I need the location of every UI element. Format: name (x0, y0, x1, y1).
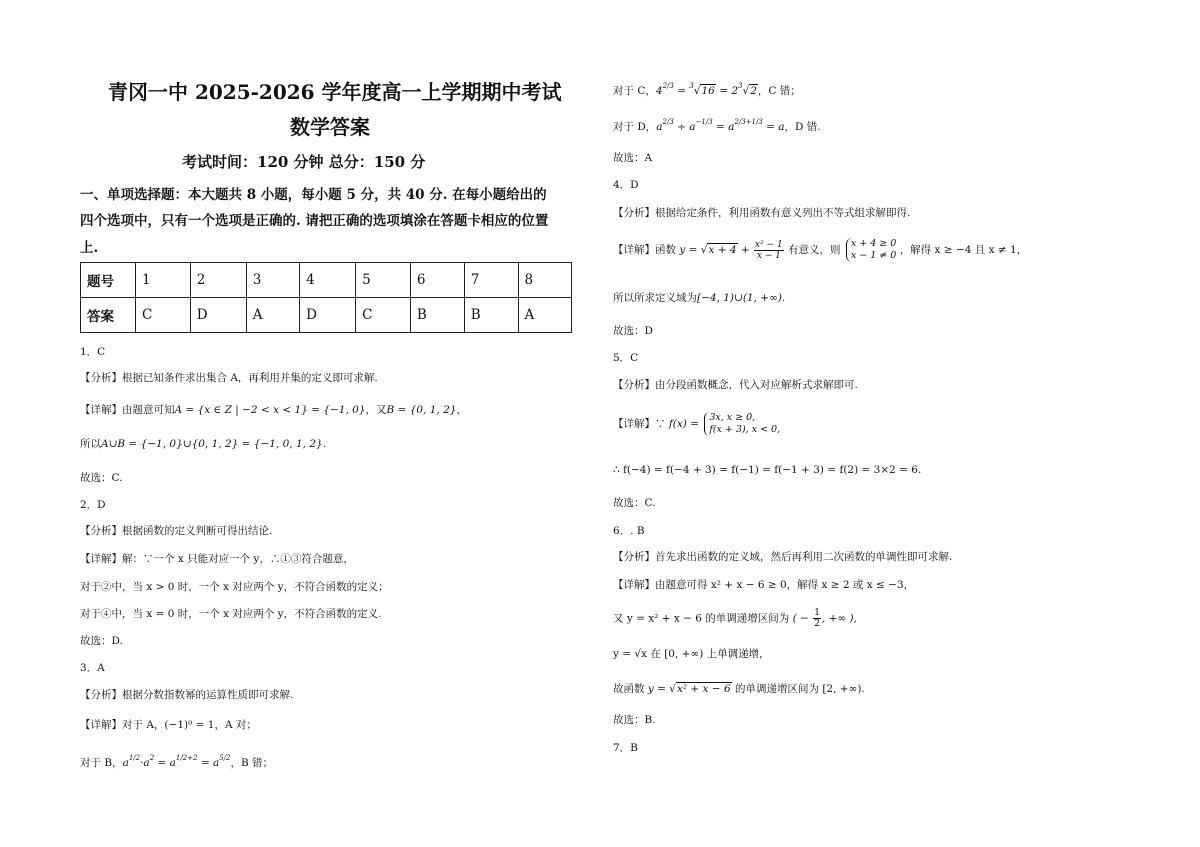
q3-c-suffix: ，C 错； (757, 85, 801, 97)
page-subtitle: 数学答案 (290, 115, 370, 139)
q3-conclusion: 故选：A (613, 152, 653, 164)
q4-detail-text: 【详解】函数 (613, 244, 676, 256)
q5-piecewise (704, 412, 780, 436)
page-title: 青冈一中 2025-2026 学年度高一上学期期中考试 (108, 80, 562, 104)
q4-inequality-system: x + 4 ≥ 0 x − 1 ≠ 0 (846, 238, 896, 262)
q3-number: 3．A (80, 662, 105, 674)
q6-result-function: y = √x² + x − 6 (647, 683, 731, 695)
table-number-cell: 1 (136, 263, 191, 298)
q6-result-text: 故函数 (613, 683, 645, 695)
q3-d-suffix: ，D 错. (784, 121, 821, 133)
table-answer-cell: A (518, 298, 572, 333)
q6-interval-math: ( − (792, 612, 813, 625)
table-number-cell: 4 (300, 263, 356, 298)
answer-table-answer-row (81, 298, 572, 333)
q6-interval-text: 又 y = x² + x − 6 的单调递增区间为 (613, 612, 790, 625)
q4-domain-end: . (781, 292, 786, 304)
q3-b-formula: $a^{1/2}\cdot a^2 = a^{1/2+2} = a^{5/2}$ (122, 754, 231, 769)
table-number-cell: 8 (518, 263, 572, 298)
q3-b-prefix: 对于 B， (80, 757, 123, 769)
q6-half-fraction: $\frac{1}{2}$ (814, 608, 820, 629)
q3-analysis: 【分析】根据分数指数幂的运算性质即可求解. (80, 689, 294, 701)
q5-function-name: f(x) = (668, 418, 699, 430)
q5-conclusion: 故选：C. (613, 497, 656, 509)
table-answer-cell: C (136, 298, 191, 333)
q3-option-c (613, 84, 801, 98)
q6-result-text2: 的单调递增区间为 [2, +∞). (734, 683, 865, 695)
q4-number: 4．D (613, 179, 639, 191)
q4-domain-text: 所以所求定义域为 (613, 292, 697, 304)
q5-number: 5．C (613, 352, 639, 364)
q3-c-prefix: 对于 C， (613, 85, 656, 97)
q2-number: 2．D (80, 499, 106, 511)
table-number-cell: 5 (356, 263, 411, 298)
q5-case1: 3x, x ≥ 0, (709, 412, 756, 423)
table-answer-label: 答案 (81, 298, 136, 333)
q7-number: 7．B (613, 742, 638, 754)
q6-sqrt-monotone: y = √x 在 [0, +∞) 上单调递增， (613, 648, 770, 660)
q4-domain (613, 291, 785, 305)
q4-domain-math: [−4, 1)∪(1, +∞) (697, 292, 782, 304)
answer-table (80, 262, 572, 333)
table-answer-cell: D (190, 298, 246, 333)
q6-detail: 【详解】由题意可得 x² + x − 6 ≥ 0，解得 x ≥ 2 或 x ≤ −3， (613, 579, 915, 591)
section-heading-line2: 四个选项中，只有一个选项是正确的. 请把正确的选项填涂在答题卡相应的位置 (80, 213, 549, 229)
q6-number: 6．. B (613, 525, 645, 537)
q4-detail-text3: ，解得 x ≥ −4 且 x ≠ 1， (899, 244, 1028, 256)
q3-option-d (613, 120, 821, 134)
q3-b-suffix: ，B 错； (230, 757, 274, 769)
q3-detail: 【详解】对于 A，(−1)⁰ = 1，A 对； (80, 719, 257, 731)
q3-d-formula: $a^{2/3} \div a^{-1/3} = a^{2/3+1/3} = a$ (656, 118, 785, 133)
table-answer-cell: D (300, 298, 356, 333)
q4-detail-text2: 有意义，则 (788, 244, 841, 256)
table-answer-cell: A (246, 298, 299, 333)
q1-set-b: B = {0, 1, 2} (386, 404, 457, 416)
q5-case2: f(x + 3), x < 0, (709, 424, 781, 435)
q6-conclusion: 故选：B. (613, 714, 656, 726)
answer-table-number-row (81, 263, 572, 298)
q4-analysis: 【分析】根据给定条件，利用函数有意义列出不等式组求解即得. (613, 207, 911, 219)
q1-set-a: A = {x ∈ Z | −2 < x < 1} = {−1, 0} (174, 404, 366, 416)
q6-result (613, 682, 865, 696)
q3-d-prefix: 对于 D， (613, 121, 657, 133)
q1-union-text: 所以 (80, 438, 101, 450)
table-number-cell: 6 (410, 263, 464, 298)
table-number-cell: 7 (464, 263, 518, 298)
q5-detail-text: 【详解】∵ (613, 418, 666, 430)
table-number-cell: 3 (246, 263, 299, 298)
q6-analysis: 【分析】首先求出函数的定义域，然后再利用二次函数的单调性即可求解. (613, 551, 953, 563)
q4-conclusion: 故选：D (613, 325, 653, 337)
q1-union-math: A∪B = {−1, 0}∪{0, 1, 2} = {−1, 0, 1, 2} (101, 438, 323, 450)
q2-conclusion: 故选：D. (80, 635, 123, 647)
table-number-cell: 2 (190, 263, 246, 298)
q1-detail-text2: ，又 (365, 404, 387, 416)
table-answer-cell: B (464, 298, 518, 333)
q6-interval: 又 y = x² + x − 6 的单调递增区间为 ( − $\frac{1}{2}$ , +∞ ), (613, 608, 857, 629)
q1-detail-text: 【详解】由题意可知 (80, 404, 175, 416)
q4-function: y = √x + 4 + (679, 244, 754, 256)
exam-time-info: 考试时间：120 分钟 总分：150 分 (182, 153, 426, 171)
section-heading-line1: 一、单项选择题：本大题共 8 小题，每小题 5 分，共 40 分. 在每小题给出的 (80, 187, 547, 203)
q5-computation: ∴ f(−4) = f(−4 + 3) = f(−1) = f(−1 + 3) = f(2) = 3×2 = 6. (613, 464, 922, 476)
q2-analysis: 【分析】根据函数的定义判断可得出结论. (80, 525, 273, 537)
q4-detail (613, 238, 1027, 262)
q2-detail: 【详解】解：∵一个 x 只能对应一个 y，∴①③符合题意， (80, 553, 354, 565)
q1-analysis: 【分析】根据已知条件求出集合 A，再利用并集的定义即可求解. (80, 372, 378, 384)
q5-detail (613, 412, 780, 436)
q1-union (80, 437, 326, 451)
q1-number: 1．C (80, 346, 106, 358)
q1-detail (80, 403, 467, 417)
q2-line3: 对于④中，当 x = 0 时，一个 x 对应两个 y，不符合函数的定义. (80, 608, 382, 620)
q3-c-formula: $4^{2/3} = ^3√16 = 2^3√2$ (655, 82, 757, 97)
q5-analysis: 【分析】由分段函数概念，代入对应解析式求解即可. (613, 379, 858, 391)
q2-line2: 对于②中，当 x > 0 时，一个 x 对应两个 y，不符合函数的定义； (80, 581, 389, 593)
q1-conclusion: 故选：C. (80, 472, 123, 484)
q1-detail-text3: ， (456, 404, 467, 416)
section-heading-line3: 上. (80, 240, 99, 256)
q4-fraction: $\frac{\text{x² − 1}}{x - 1}$ (755, 239, 783, 261)
q3-option-b (80, 756, 273, 770)
table-header-label: 题号 (81, 263, 136, 298)
table-answer-cell: C (356, 298, 411, 333)
q1-union-end: . (322, 438, 327, 450)
table-answer-cell: B (410, 298, 464, 333)
